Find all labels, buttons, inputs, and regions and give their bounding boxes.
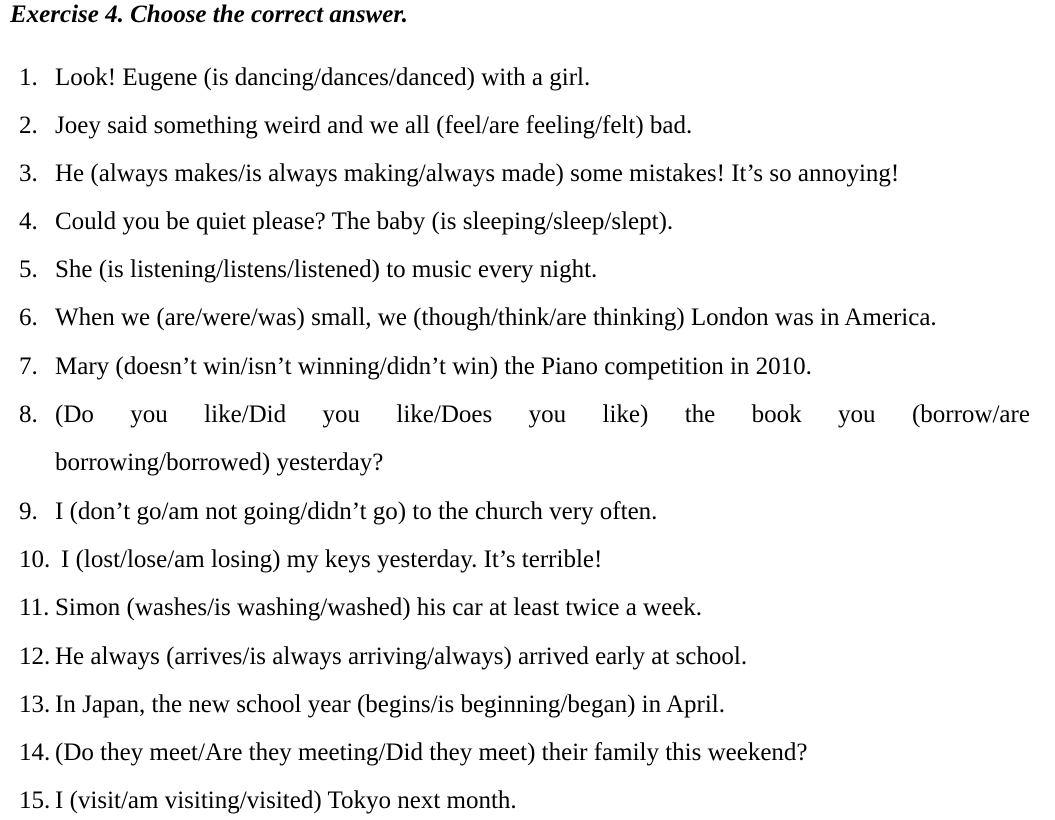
question-number: 9. [19,498,38,525]
word: book [751,401,802,428]
word: like) [602,401,649,428]
question-text-line-1 [55,400,1030,430]
question-text: Simon (washes/is washing/washed) his car at least twice a week. [55,594,703,621]
question-4 [19,207,673,237]
question-13 [19,690,725,720]
question-12 [19,642,747,672]
question-text: Mary (doesn’t win/isn’t winning/didn’t win) the Piano competition in 2010. [55,353,812,380]
question-number: 15. [19,787,51,814]
question-text: In Japan, the new school year (begins/is beginning/began) in April. [55,691,725,718]
question-number: 10. [19,546,51,573]
word: like/Did [204,401,287,428]
question-text: I (lost/lose/am losing) my keys yesterday. It’s terrible! [61,546,603,573]
question-text: I (don’t go/am not going/didn’t go) to the church very often. [55,498,658,525]
word: like/Does [396,401,493,428]
question-number: 12. [19,643,51,670]
question-text: Joey said something weird and we all (feel/are feeling/felt) bad. [55,112,693,139]
question-1 [19,63,590,93]
question-number: 6. [19,304,38,331]
question-text: (Do they meet/Are they meeting/Did they meet) their family this weekend? [55,739,808,766]
question-text: When we (are/were/was) small, we (though/think/are thinking) London was in America. [55,304,937,331]
word: you [322,401,360,428]
word: you [528,401,567,428]
word: you [838,401,876,428]
question-text: She (is listening/listens/listened) to music every night. [55,256,598,283]
word: (Do [55,401,94,428]
question-6 [19,303,937,333]
question-number: 14. [19,739,51,766]
question-text-line-2: borrowing/borrowed) yesterday? [55,449,384,476]
question-number: 11. [19,594,50,621]
exercise-title: Exercise 4. Choose the correct answer. [10,1,408,28]
question-text: I (visit/am visiting/visited) Tokyo next month. [55,787,517,814]
question-14 [19,738,808,768]
question-number: 3. [19,160,38,187]
question-11 [19,593,702,623]
word: the [684,401,716,428]
question-10 [19,545,602,575]
question-number: 7. [19,353,38,380]
question-number: 5. [19,256,38,283]
question-7 [19,352,812,382]
question-text: Could you be quiet please? The baby (is sleeping/sleep/slept). [55,208,674,235]
question-9 [19,497,657,527]
question-number: 4. [19,208,38,235]
question-text: He (always makes/is always making/always made) some mistakes! It’s so annoying! [55,160,900,187]
question-text: He always (arrives/is always arriving/always) arrived early at school. [55,643,748,670]
question-number: 2. [19,112,38,139]
question-3 [19,159,899,189]
question-number: 8. [19,401,38,428]
word: you [130,401,168,428]
question-5 [19,255,597,285]
question-text: Look! Eugene (is dancing/dances/danced) with a girl. [55,64,591,91]
question-15 [19,786,517,816]
word: (borrow/are [911,401,1030,428]
question-number: 13. [19,691,51,718]
question-number: 1. [19,64,38,91]
question-2 [19,111,692,141]
